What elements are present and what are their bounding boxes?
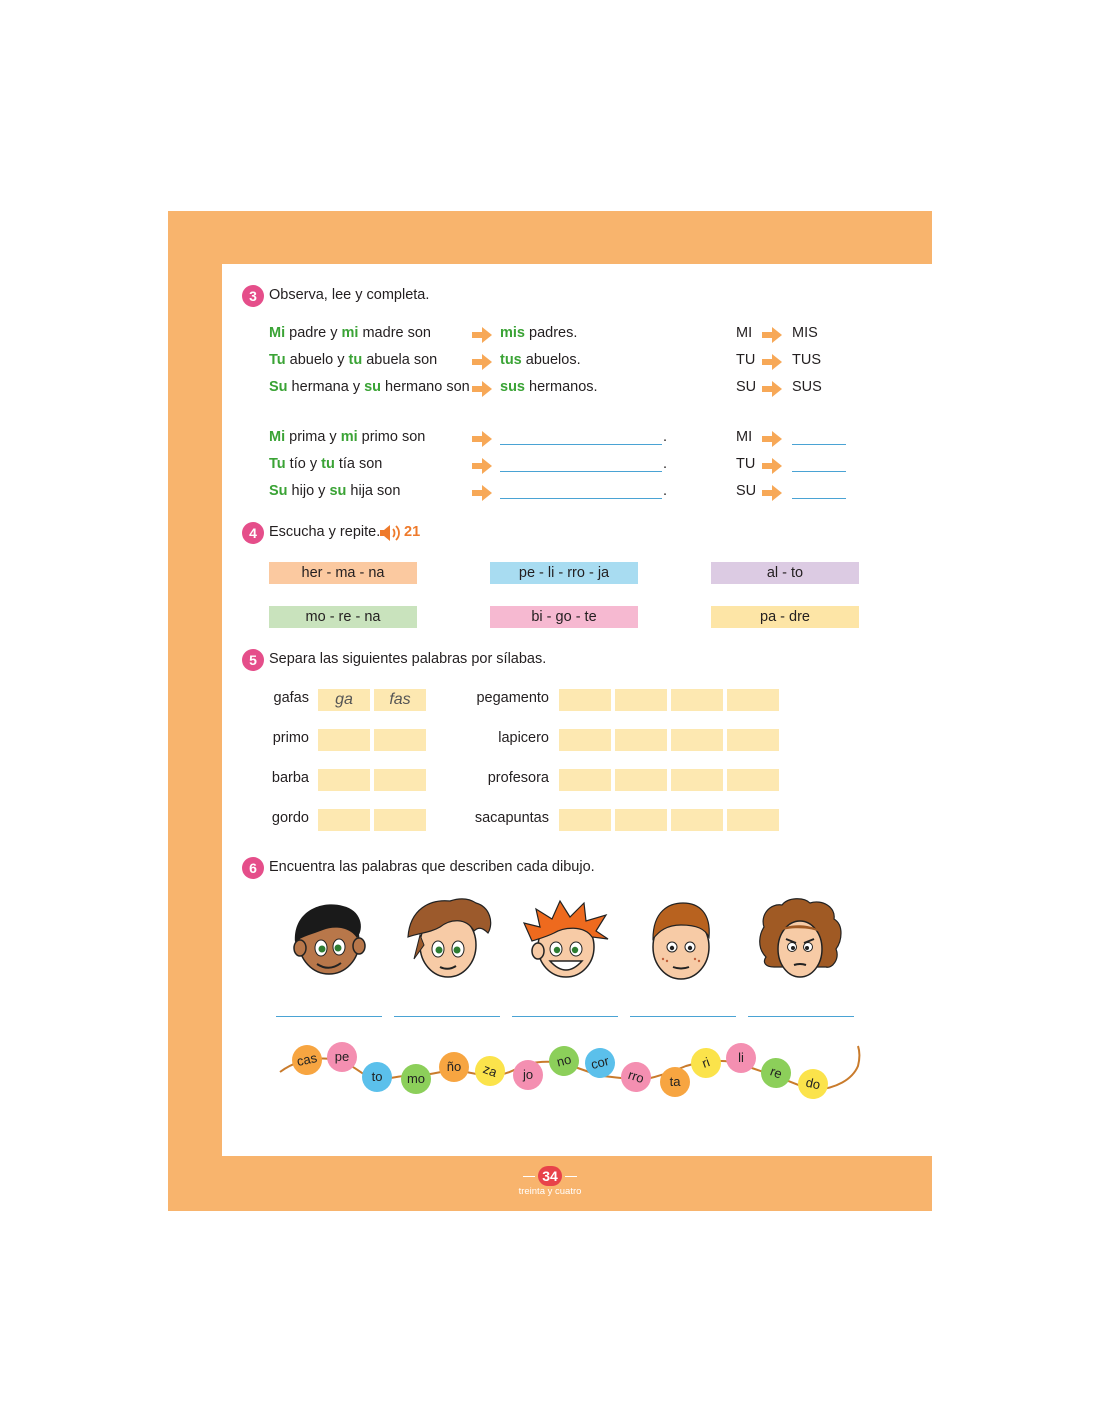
task-1-period: . <box>663 429 668 445</box>
arrow-icon <box>472 458 492 474</box>
exercise-4-title: Escucha y repite. <box>269 524 381 540</box>
example-1-phrase: Mi padre y mi madre son <box>269 325 431 341</box>
syllable-card: pa - dre <box>711 606 859 628</box>
syllable-bead: pe <box>327 1042 357 1072</box>
syllable-box[interactable] <box>374 729 426 751</box>
exercise-5-number: 5 <box>242 649 264 671</box>
exercise-5-title: Separa las siguientes palabras por sílabas. <box>269 651 547 667</box>
syllable-bead: za <box>471 1052 509 1090</box>
example-2-singular: TU <box>736 352 756 368</box>
task-2-period: . <box>663 456 668 472</box>
task-3-plural-line[interactable] <box>792 498 846 499</box>
arrow-icon <box>762 458 782 474</box>
face-5-answer-line[interactable] <box>748 1016 854 1017</box>
task-1-answer-line[interactable] <box>500 444 662 445</box>
word-label: gafas <box>273 690 309 706</box>
syllable-box[interactable] <box>559 689 611 711</box>
syllable-bead: no <box>546 1043 582 1079</box>
syllable-card: pe - li - rro - ja <box>490 562 638 584</box>
syllable-box[interactable] <box>374 769 426 791</box>
example-1-result: mis padres. <box>500 325 578 341</box>
task-3-answer-line[interactable] <box>500 498 662 499</box>
task-2-answer-line[interactable] <box>500 471 662 472</box>
speaker-icon[interactable] <box>379 524 401 542</box>
syllable-box[interactable] <box>318 729 370 751</box>
arrow-icon <box>762 354 782 370</box>
syllable-bead: ri <box>687 1044 725 1082</box>
arrow-icon <box>472 431 492 447</box>
arrow-icon <box>762 381 782 397</box>
arrow-icon <box>472 485 492 501</box>
boy-face-freckles-illustration <box>641 897 721 983</box>
exercise-6-number: 6 <box>242 857 264 879</box>
syllable-box[interactable] <box>727 809 779 831</box>
syllable-bead: ta <box>660 1067 690 1097</box>
example-3-phrase: Su hermana y su hermano son <box>269 379 470 395</box>
syllable-bead: do <box>795 1066 831 1102</box>
exercise-3-number: 3 <box>242 285 264 307</box>
arrow-icon <box>762 327 782 343</box>
example-2-phrase: Tu abuelo y tu abuela son <box>269 352 438 368</box>
exercise-3-title: Observa, lee y completa. <box>269 287 430 303</box>
task-2-plural-line[interactable] <box>792 471 846 472</box>
syllable-box[interactable] <box>671 769 723 791</box>
syllable-box[interactable] <box>615 769 667 791</box>
word-label: barba <box>271 770 309 786</box>
example-2-result: tus abuelos. <box>500 352 581 368</box>
syllable-box[interactable] <box>374 809 426 831</box>
word-label: gordo <box>271 810 309 826</box>
syllable-box[interactable] <box>559 769 611 791</box>
syllable-box[interactable] <box>615 689 667 711</box>
syllable-bead: re <box>757 1054 795 1092</box>
task-3-period: . <box>663 483 668 499</box>
face-3-answer-line[interactable] <box>512 1016 618 1017</box>
syllable-bead: li <box>726 1043 756 1073</box>
task-1-singular: MI <box>736 429 753 445</box>
page-number: 34 <box>538 1166 562 1186</box>
face-2-answer-line[interactable] <box>394 1016 500 1017</box>
arrow-icon <box>472 381 492 397</box>
syllable-box[interactable] <box>318 809 370 831</box>
example-3-singular: SU <box>736 379 757 395</box>
example-3-result: sus hermanos. <box>500 379 598 395</box>
syllable-box[interactable] <box>671 809 723 831</box>
syllable-bead: jo <box>513 1060 543 1090</box>
syllable-card: al - to <box>711 562 859 584</box>
page-number-words: treinta y cuatro <box>518 1186 582 1197</box>
syllable-box: ga <box>318 689 370 711</box>
word-label: lapicero <box>498 730 549 746</box>
task-1-plural-line[interactable] <box>792 444 846 445</box>
syllable-bead: ño <box>439 1052 469 1082</box>
syllable-box[interactable] <box>727 729 779 751</box>
example-1-singular: MI <box>736 325 753 341</box>
task-3-phrase: Su hijo y su hija son <box>269 483 401 499</box>
syllable-bead: cas <box>289 1042 325 1078</box>
word-label: profesora <box>487 770 549 786</box>
boy-face-dark-hair-illustration <box>283 900 375 980</box>
syllable-box[interactable] <box>671 729 723 751</box>
syllable-box[interactable] <box>671 689 723 711</box>
task-2-phrase: Tu tío y tu tía son <box>269 456 383 472</box>
syllable-bead: to <box>362 1062 392 1092</box>
boy-face-brown-hair-illustration <box>400 897 496 983</box>
arrow-icon <box>762 485 782 501</box>
syllable-card: mo - re - na <box>269 606 417 628</box>
task-1-phrase: Mi prima y mi primo son <box>269 429 426 445</box>
task-3-singular: SU <box>736 483 757 499</box>
syllable-box: fas <box>374 689 426 711</box>
syllable-card: her - ma - na <box>269 562 417 584</box>
syllable-card: bi - go - te <box>490 606 638 628</box>
syllable-box[interactable] <box>559 729 611 751</box>
syllable-bead: rro <box>617 1058 655 1096</box>
audio-track-number: 21 <box>404 524 421 540</box>
syllable-bead: mo <box>401 1064 431 1094</box>
boy-face-curly-hair-illustration <box>756 897 844 983</box>
arrow-icon <box>472 354 492 370</box>
example-3-plural: SUS <box>792 379 822 395</box>
word-label: pegamento <box>476 690 549 706</box>
syllable-box[interactable] <box>615 729 667 751</box>
exercise-6-title: Encuentra las palabras que describen cada dibujo. <box>269 859 595 875</box>
face-1-answer-line[interactable] <box>276 1016 382 1017</box>
example-2-plural: TUS <box>792 352 821 368</box>
task-2-singular: TU <box>736 456 756 472</box>
exercise-4-number: 4 <box>242 522 264 544</box>
footer-divider <box>565 1176 577 1177</box>
syllable-box[interactable] <box>727 769 779 791</box>
boy-face-red-hair-illustration <box>518 897 614 983</box>
syllable-box[interactable] <box>559 809 611 831</box>
word-label: primo <box>272 730 309 746</box>
syllable-box[interactable] <box>318 769 370 791</box>
arrow-icon <box>472 327 492 343</box>
face-4-answer-line[interactable] <box>630 1016 736 1017</box>
syllable-box[interactable] <box>615 809 667 831</box>
syllable-bead: cor <box>582 1045 618 1081</box>
example-1-plural: MIS <box>792 325 818 341</box>
footer-divider <box>523 1176 535 1177</box>
arrow-icon <box>762 431 782 447</box>
word-label: sacapuntas <box>474 810 549 826</box>
syllable-box[interactable] <box>727 689 779 711</box>
